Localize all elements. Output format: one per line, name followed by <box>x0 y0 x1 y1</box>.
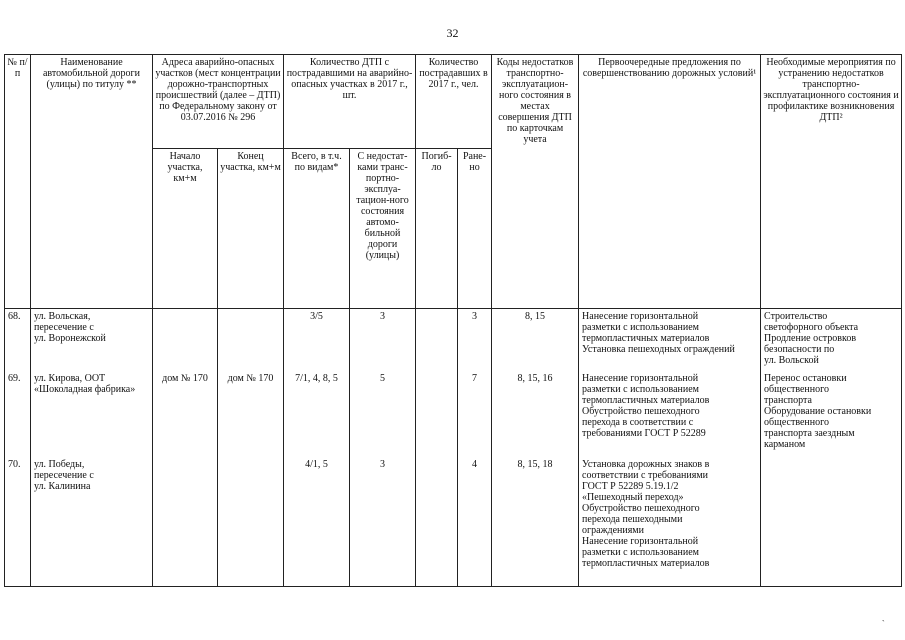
page-number: 32 <box>446 26 459 40</box>
header-dtp-total: Всего, в т.ч. по видам* <box>284 149 350 309</box>
table-row <box>5 371 902 457</box>
header-killed: Погиб-ло <box>416 149 458 309</box>
row-dtp-defects: 5 <box>350 371 416 457</box>
row-number: 68. <box>5 309 31 371</box>
row-defect-codes: 8, 15 <box>492 309 579 371</box>
header-injured: Ране-но <box>458 149 492 309</box>
header-proposals: Первоочередные предложения по совершенствованию дорожных условий¹ <box>579 55 761 309</box>
row-killed <box>416 309 458 371</box>
row-section-end: дом № 170 <box>218 371 284 457</box>
row-number: 69. <box>5 371 31 457</box>
scan-mark: ˎ <box>881 611 885 622</box>
header-address-group: Адреса аварийно-опасных участков (мест концентрации дорожно-транспортных происшествий (далее – ДТП) по Федеральному закону от 03.07.2016 № 296 <box>153 55 284 149</box>
road-safety-table <box>4 54 902 587</box>
row-defect-codes: 8, 15, 16 <box>492 371 579 457</box>
row-measures: Строительство светофорного объекта Продление островков безопасности по ул. Вольской <box>761 309 902 371</box>
header-dtp-defects: С недостат-ками транс-портно-эксплуа-тацион-ного состояния автомо-бильной дороги (улицы) <box>350 149 416 309</box>
row-injured: 7 <box>458 371 492 457</box>
row-injured: 3 <box>458 309 492 371</box>
row-number: 70. <box>5 457 31 587</box>
header-section-end: Конец участка, км+м <box>218 149 284 309</box>
row-killed <box>416 371 458 457</box>
table-row <box>5 457 902 587</box>
row-proposals: Нанесение горизонтальной разметки с использованием термопластичных материалов Установка пешеходных ограждений <box>579 309 761 371</box>
row-section-start <box>153 457 218 587</box>
header-road-name: Наименование автомобильной дороги (улицы) по титулу ** <box>31 55 153 309</box>
table-row <box>5 309 902 371</box>
row-road-name: ул. Победы, пересечение с ул. Калинина <box>31 457 153 587</box>
header-section-start: Начало участка, км+м <box>153 149 218 309</box>
header-defect-codes: Коды недостатков транспортно-эксплуатацион-ного состояния в местах совершения ДТП по карточкам учета <box>492 55 579 309</box>
row-road-name: ул. Вольская, пересечение с ул. Воронежской <box>31 309 153 371</box>
row-section-end <box>218 457 284 587</box>
row-road-name: ул. Кирова, ООТ «Шоколадная фабрика» <box>31 371 153 457</box>
row-section-end <box>218 309 284 371</box>
header-num: № п/п <box>5 55 31 309</box>
row-dtp-total: 3/5 <box>284 309 350 371</box>
row-dtp-total: 7/1, 4, 8, 5 <box>284 371 350 457</box>
header-dtp-group: Количество ДТП с пострадавшими на аварийно-опасных участках в 2017 г., шт. <box>284 55 416 149</box>
row-dtp-total: 4/1, 5 <box>284 457 350 587</box>
row-section-start <box>153 309 218 371</box>
row-measures: Перенос остановки общественного транспорта Оборудование остановки общественного транспорта заездным карманом <box>761 371 902 457</box>
row-defect-codes: 8, 15, 18 <box>492 457 579 587</box>
row-section-start: дом № 170 <box>153 371 218 457</box>
row-dtp-defects: 3 <box>350 309 416 371</box>
row-dtp-defects: 3 <box>350 457 416 587</box>
row-measures <box>761 457 902 587</box>
header-measures: Необходимые мероприятия по устранению недостатков транспортно-эксплуатационного состояния и профилактике возникновения ДТП² <box>761 55 902 309</box>
header-victims-group: Количество пострадавших в 2017 г., чел. <box>416 55 492 149</box>
row-proposals: Установка дорожных знаков в соответствии с требованиями ГОСТ Р 52289 5.19.1/2 «Пешеходный переход» Обустройство пешеходного перехода пешеходными ограждениями Нанесение горизонтальной разметки с использованием термопластичных материалов <box>579 457 761 587</box>
row-proposals: Нанесение горизонтальной разметки с использованием термопластичных материалов Обустройство пешеходного перехода в соответствии с требованиями ГОСТ Р 52289 <box>579 371 761 457</box>
row-injured: 4 <box>458 457 492 587</box>
row-killed <box>416 457 458 587</box>
